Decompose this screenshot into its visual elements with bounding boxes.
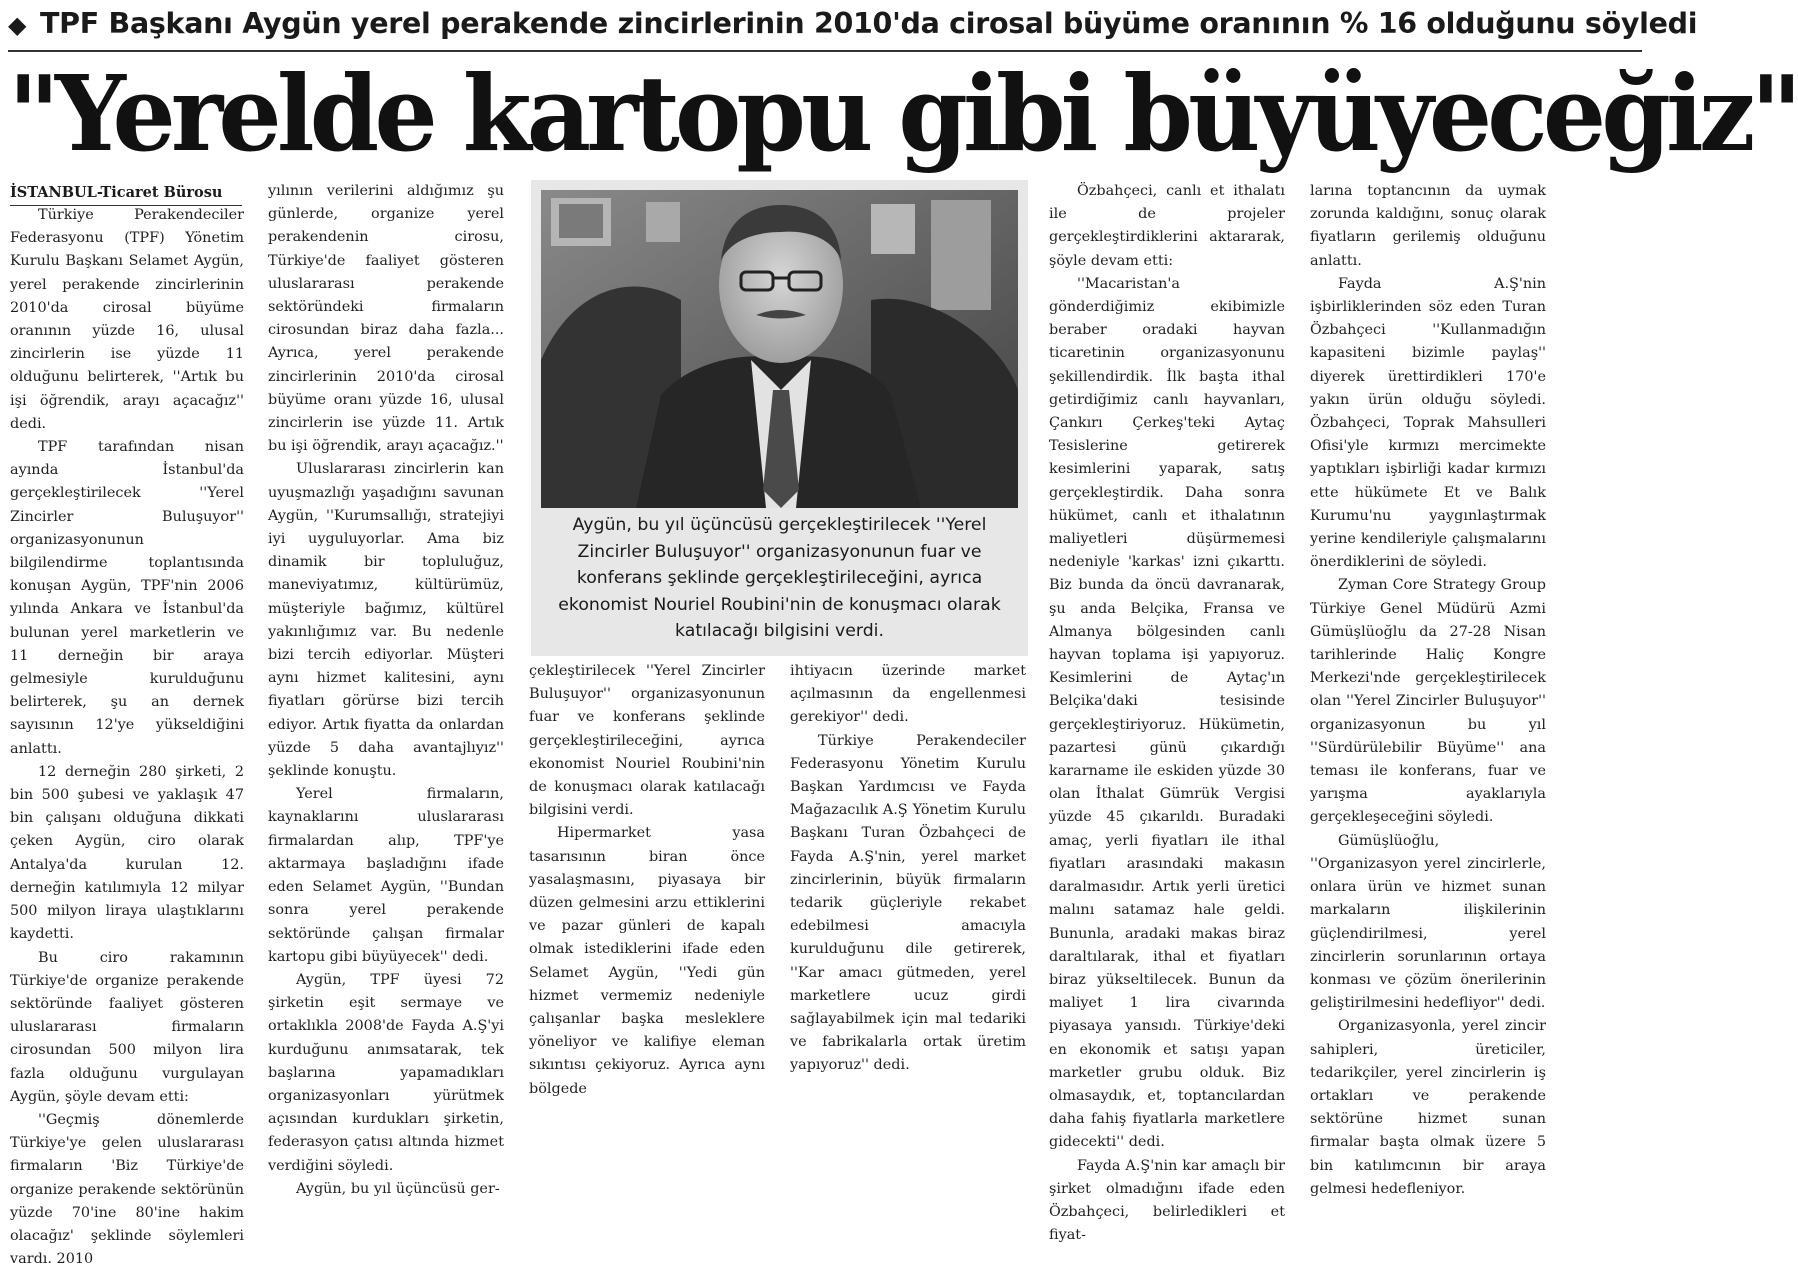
- paragraph: Özbahçeci, canlı et ithalatı ile de projeler gerçekleştirdiklerini aktararak, şöyle devam etti:: [1049, 183, 1285, 269]
- paragraph: Aygün, bu yıl üçüncüsü ger-: [296, 1180, 500, 1197]
- paragraph: ''Geçmiş dönemlerde Türkiye'ye gelen uluslararası firmaların 'Biz Türkiye'de organize perakende sektörünün yüzde 70'ine 80'ine hakim olacağız' şeklinde söylemleri vardı. 2010: [10, 1111, 244, 1268]
- portrait-photo: [541, 190, 1018, 508]
- paragraph: larına toptancının da uymak zorunda kaldığını, sonuç olarak fiyatların gerilemiş olduğunu anlattı.: [1310, 183, 1546, 269]
- paragraph: 12 derneğin 280 şirketi, 2 bin 500 şubesi ve yaklaşık 47 bin çalışanı olduğuna dikkati çeken Aygün, ciro olarak Antalya'da kurulan 12. derneğin katılımıyla 12 milyar 500 milyon liraya ulaştıklarını kaydetti.: [10, 763, 244, 943]
- byline: İSTANBUL-Ticaret Bürosu: [10, 182, 242, 206]
- kicker-text: TPF Başkanı Aygün yerel perakende zincirlerinin 2010'da cirosal büyüme oranının % 16 olduğunu söyledi: [40, 7, 1698, 40]
- column-6: [1310, 180, 1546, 1197]
- paragraph: Bu ciro rakamının Türkiye'de organize perakende sektöründe faaliyet gösteren uluslararası firmaların cirosundan 500 milyon lira fazla olduğunu vurgulayan Aygün, şöyle devam etti:: [10, 949, 244, 1105]
- paragraph: Aygün, TPF üyesi 72 şirketin eşit sermaye ve ortaklıkla 2008'de Fayda A.Ş'yi kurduğunu anımsatarak, tek başlarına yapamadıkları organizasyonları yürütmek açısından kurdukları şirketin, federasyon çatısı altında hizmet verdiğini söyledi.: [268, 971, 504, 1174]
- paragraph: Zyman Core Strategy Group Türkiye Genel Müdürü Azmi Gümüşlüoğlu da 27-28 Nisan tarihlerinde Haliç Kongre Merkezi'nde gerçekleştirilecek olan ''Yerel Zincirler Buluşuyor'' organizasyonun bu yıl ''Sürdürülebilir Büyüme'' ana teması ile konferans, fuar ve yarışma ayaklarıyla gerçekleşeceğini söyledi.: [1310, 577, 1546, 826]
- photo-caption: Aygün, bu yıl üçüncüsü gerçekleştirilecek ''Yerel Zincirler Buluşuyor'' organizasyonunun fuar ve konferans şeklinde gerçekleştirileceğini, ayrıca ekonomist Nouriel Roubini'nin de konuşmacı olarak katılacağı bilgisini verdi.: [558, 515, 1001, 641]
- column-3: [529, 660, 765, 1097]
- kicker: [8, 0, 1698, 50]
- column-4: [790, 660, 1026, 1075]
- column-5: [1049, 180, 1285, 1244]
- paragraph: Fayda A.Ş'nin işbirliklerinden söz eden Turan Özbahçeci ''Kullanmadığın kapasiteni bizimle paylaş'' diyerek ürettirdikleri 170'e yakın ürün olduğu söyledi. Özbahçeci, Toprak Mahsulleri Ofisi'yle kırmızı mercimekte yaptıkları işbirliği kadar kırmızı ette hükümete Et ve Balık Kurumu'nu yaygınlaştırmak yerine kendileriyle çalışmalarını önerdiklerini de söyledi.: [1310, 275, 1546, 571]
- paragraph: Türkiye Perakendeciler Federasyonu (TPF) Yönetim Kurulu Başkanı Selamet Aygün, yerel perakende zincirlerinin 2010'da cirosal büyüme oranının yüzde 16, ulusal zincirlerin ise yüzde 11 olduğunu belirterek, ''Artık bu işi öğrendik, arayı açacağız'' dedi.: [10, 207, 244, 432]
- paragraph: TPF tarafından nisan ayında İstanbul'da gerçekleştirilecek ''Yerel Zincirler Buluşuyor'' organizasyonunun bilgilendirme toplantısında konuşan Aygün, TPF'nin 2006 yılında Ankara ve İstanbul'da bulunan yerel marketlerin ve 11 derneğin bir araya gelmesiyle kurulduğunu belirterek, şu an dernek sayısının 12'ye yükseldiğini anlattı.: [10, 439, 244, 757]
- paragraph: Hipermarket yasa tasarısının biran önce yasalaşmasını, piyasaya bir düzen gelmesini arzu ettiklerini ve pazar günleri de kapalı olmak istediklerini ifade eden Selamet Aygün, ''Yedi gün hizmet vermemiz nedeniyle çalışanlar başka mesleklere yöneliyor ve kalifiye eleman sıkıntısı çekiyoruz. Ayrıca aynı bölgede: [529, 825, 765, 1097]
- paragraph: Organizasyonla, yerel zincir sahipleri, üreticiler, tedarikçiler, yerel zincirlerin iş ortakları ve perakende sektörüne hizmet sunan firmalar başta olmak üzere 5 bin katılımcının bir araya gelmesi hedefleniyor.: [1310, 1018, 1546, 1197]
- paragraph: ''Macaristan'a gönderdiğimiz ekibimizle beraber oradaki hayvan ticaretinin organizasyonunu şekillendirdik. İlk başta ithal getirdiğimiz canlı hayvanları, Çankırı Çerkeş'teki Aytaç Tesislerine getirerek kesimlerini yaparak, satış gerçekleştirdik. Daha sonra hükümet, canlı et ithalatının maliyetleri düşürmemesi nedeniyle 'karkas' izni çıkarttı. Biz bunda da öncü davranarak, şu anda Belçika, Fransa ve Almanya bölgesinden canlı hayvan toplama işi yapıyoruz. Kesimlerini de Aytaç'ın Belçika'daki tesisinde gerçekleştiriyoruz. Hükümetin, pazartesi günü çıkardığı kararname ile eskiden yüzde 30 olan İthalat Gümrük Vergisi yüzde 45 çıkarıldı. Buradaki amaç, yerli fiyatları ile ithal fiyatları arasındaki makasın daralmasıdır. Artık yerli üretici malını satamaz hale geldi. Bununla, aradaki makas biraz daraltılarak, ithal et fiyatları biraz yükseltilecek. Bunun da maliyet 1 lira civarında piyasaya yansıdı. Türkiye'deki en ekonomik et satışı yapan marketler grubu olduk. Biz olmasaydık, et, toptancılardan daha fahiş fiyatlarla marketlere gidecekti'' dedi.: [1049, 275, 1285, 1151]
- headline: "Yerelde kartopu gibi büyüyeceğiz": [8, 52, 1798, 175]
- column-1: [10, 204, 244, 1268]
- paragraph: yılının verilerini aldığımız şu günlerde, organize yerel perakendenin cirosu, Türkiye'de faaliyet gösteren uluslararası perakende sektöründeki firmaların cirosundan biraz daha fazla... Ayrıca, yerel perakende zincirlerinin 2010'da cirosal büyüme oranı yüzde 16, ulusal zincirlerin ise yüzde 11. Artık bu işi öğrendik, arayı açacağız.'': [268, 183, 504, 455]
- paragraph: çekleştirilecek ''Yerel Zincirler Buluşuyor'' organizasyonunun fuar ve konferans şeklinde gerçekleştirileceğini, ayrıca ekonomist Nouriel Roubini'nin de konuşmacı olarak katılacağı bilgisini verdi.: [529, 663, 765, 819]
- portrait-image: [541, 190, 1018, 508]
- paragraph: Fayda A.Ş'nin kar amaçlı bir şirket olmadığını ifade eden Özbahçeci, belirledikleri et fiyat-: [1049, 1157, 1285, 1244]
- paragraph: ihtiyacın üzerinde market açılmasının da engellenmesi gerekiyor'' dedi.: [790, 663, 1026, 726]
- diamond-icon: ◆: [8, 11, 27, 39]
- paragraph: Gümüşlüoğlu, ''Organizasyon yerel zincirlerle, onlara ürün ve hizmet sunan markaların ilişkilerinin güçlendirilmesi, yerel zincirlerin sorunlarının ortaya konması ve çözüm önerilerinin geliştirilmesini hedefliyor'' dedi.: [1310, 832, 1546, 1012]
- paragraph: Türkiye Perakendeciler Federasyonu Yönetim Kurulu Başkan Yardımcısı ve Fayda Mağazacılık A.Ş Yönetim Kurulu Başkanı Turan Özbahçeci de Fayda A.Ş'nin, yerel market zincirlerinin, büyük firmaların tedarik güçleriyle rekabet edebilmesi amacıyla kurulduğunu dile getirerek, ''Kar amacı gütmeden, yerel marketlere ucuz girdi sağlayabilmek için mal tedariki ve fabrikalarla ortak üretim yapıyoruz'' dedi.: [790, 732, 1026, 1074]
- paragraph: Yerel firmaların, kaynaklarını uluslararası firmalardan alıp, TPF'ye aktarmaya başladığını ifade eden Selamet Aygün, ''Bundan sonra yerel perakende sektöründe çalışan firmalar kartopu gibi büyüyecek'' dedi.: [268, 786, 504, 965]
- paragraph: Uluslararası zincirlerin kan uyuşmazlığı yaşadığını savunan Aygün, ''Kurumsallığı, stratejiyi iyi uyguluyorlar. Ama biz dinamik bir topluluğuz, maneviyatımız, kültürümüz, müşteriyle bağımız, kültürel yakınlığımız var. Bu nedenle bizi tercih ediyorlar. Müşteri aynı hizmet kalitesini, aynı fiyatları görürse bizi tercih ediyor. Artık fiyatta da onlardan yüzde 5 daha avantajlıyız'' şeklinde konuştu.: [268, 461, 504, 780]
- column-2: [268, 180, 504, 1197]
